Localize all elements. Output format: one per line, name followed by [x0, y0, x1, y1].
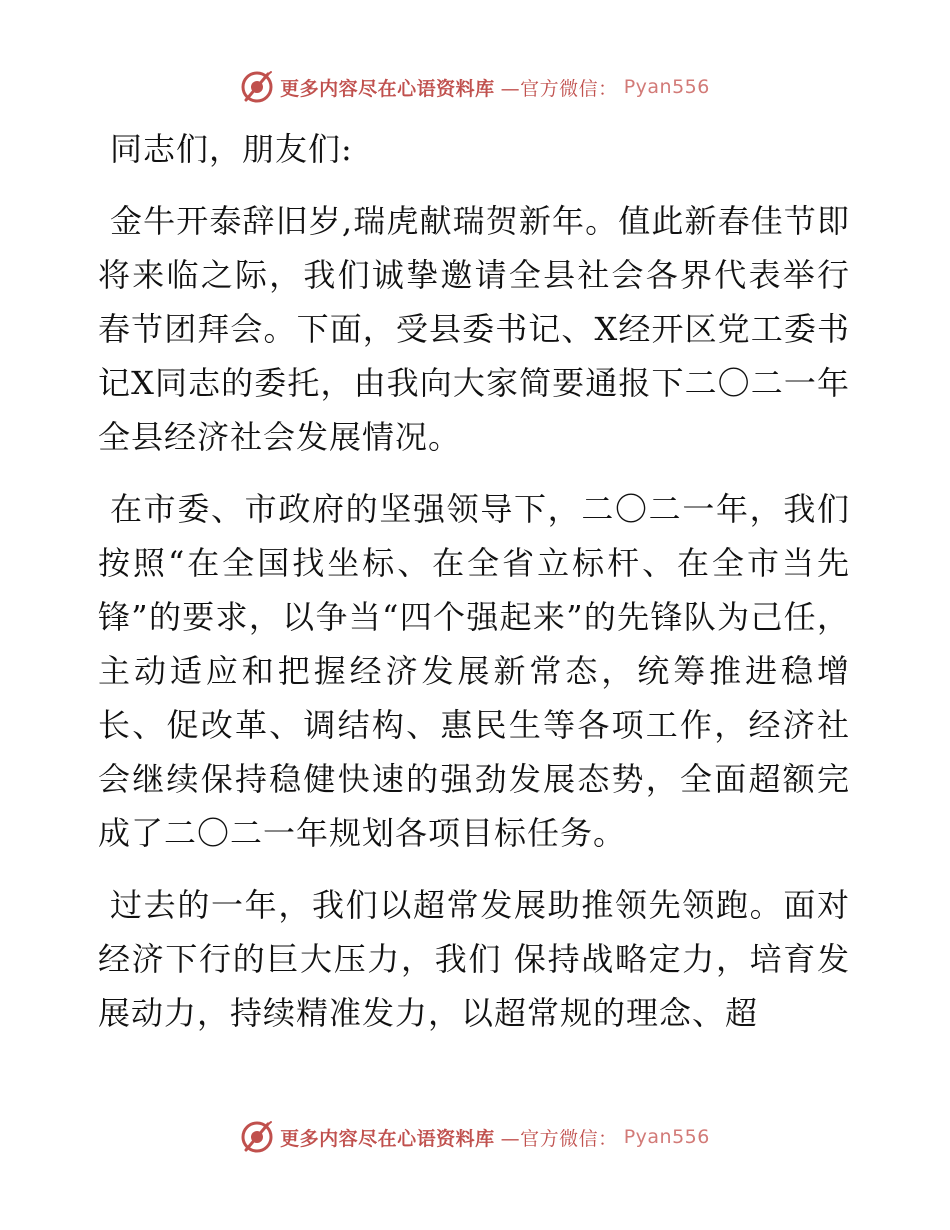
pen-logo-icon — [240, 70, 274, 104]
watermark-main-text: 更多内容尽在心语资料库 — [280, 1127, 495, 1150]
paragraph-1: 金牛开泰辞旧岁,瑞虎献瑞贺新年。值此新春佳节即将来临之际，我们诚挚邀请全县社会各界代表举行春节团拜会。下面，受县委书记、X经开区党工委书记X同志的委托，由我向大家简要通报下二〇二一年全县经济社会发展情况。 — [98, 202, 850, 456]
footer-watermark — [0, 1120, 950, 1154]
watermark-wechat-id: Pyan556 — [623, 76, 710, 98]
pen-logo-icon — [240, 1120, 274, 1154]
watermark-main-text: 更多内容尽在心语资料库 — [280, 77, 495, 100]
document-body — [98, 122, 850, 1058]
header-watermark — [0, 70, 950, 104]
watermark-wechat-id: Pyan556 — [623, 1126, 710, 1148]
salutation: 同志们，朋友们: — [110, 130, 353, 168]
paragraph-2: 在市委、市政府的坚强领导下，二〇二一年，我们按照“在全国找坐标、在全省立标杆、在全市当先锋”的要求，以争当“四个强起来”的先锋队为己任，主动适应和把握经济发展新常态，统筹推进稳增长、促改革、调结构、惠民生等各项工作，经济社会继续保持稳健快速的强劲发展态势，全面超额完成了二〇二一年规划各项目标任务。 — [98, 490, 850, 852]
watermark-separator-text: —官方微信： — [500, 77, 618, 100]
watermark-separator-text: —官方微信： — [500, 1127, 618, 1150]
paragraph-3: 过去的一年，我们以超常发展助推领先领跑。面对经济下行的巨大压力，我们 保持战略定力，培育发展动力，持续精准发力，以超常规的理念、超 — [98, 886, 850, 1032]
